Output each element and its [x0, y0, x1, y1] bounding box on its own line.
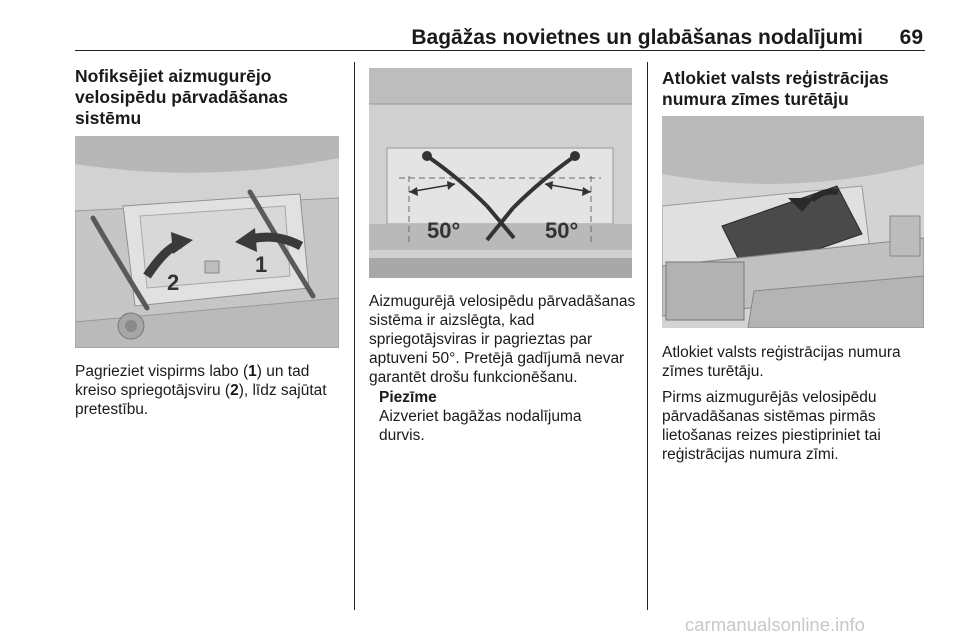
footer-watermark: carmanualsonline.info	[685, 614, 865, 635]
column-divider-2	[647, 62, 648, 610]
column-divider-1	[354, 62, 355, 610]
note-text: Aizveriet bagāžas nodalījuma durvis.	[379, 408, 582, 444]
col1-text-a: Pagrieziet vispirms labo (	[75, 363, 249, 380]
col1-text-c: ), līdz sajūtat pretestību.	[75, 382, 327, 418]
col1-paragraph	[75, 362, 345, 419]
col1-text-b: ) un tad kreiso spriegotājsviru (	[75, 363, 310, 399]
note-block	[379, 388, 624, 445]
page-number: 69	[899, 26, 923, 49]
figure-callout-2: 2	[167, 270, 180, 295]
col1-heading: Nofiksējiet aizmugurējo velosipēdu pārvadāšanas sistēmu	[75, 66, 289, 128]
lever-angle-figure	[369, 68, 632, 278]
angle-right-label: 50°	[545, 218, 579, 243]
angle-left-label: 50°	[427, 218, 461, 243]
col3-heading: Atlokiet valsts reģistrācijas numura zīmes turētāju	[662, 68, 889, 109]
figure-callout-1: 1	[255, 252, 268, 277]
bike-carrier-lever-figure	[75, 136, 339, 348]
col1-bold-1: 1	[248, 363, 257, 380]
col2-paragraph: Aizmugurējā velosipēdu pārvadāšanas sistēma ir aizslēgta, kad spriegotājsviras ir pagrieztas par aptuveni 50°. Pretējā gadījumā nevar garantēt drošu funkcionēšanu.	[369, 293, 636, 386]
plate-holder-figure	[662, 116, 924, 328]
header-title: Bagāžas novietnes un glabāšanas nodalījumi	[411, 26, 863, 49]
col3-paragraph-1: Atlokiet valsts reģistrācijas numura zīmes turētāju.	[662, 344, 901, 380]
col3-paragraph-2: Pirms aizmugurējās velosipēdu pārvadāšanas sistēmas pirmās lietošanas reizes piestipriniet tai reģistrācijas numura zīmi.	[662, 389, 881, 463]
col1-bold-2: 2	[230, 382, 239, 399]
page-header	[75, 26, 925, 51]
note-title: Piezīme	[379, 389, 437, 406]
